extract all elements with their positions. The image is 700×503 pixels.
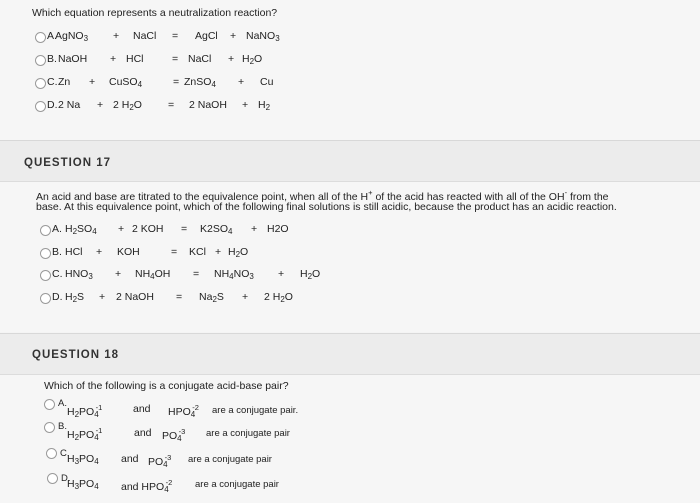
q18-radio-c[interactable] <box>46 448 57 459</box>
q16-radio-b[interactable] <box>35 55 46 66</box>
q17-option-b[interactable]: B. HCl + KOH = KCl + $H_2O$ <box>52 246 249 259</box>
q16-prompt: Which equation represents a neutralization reaction? <box>32 7 278 19</box>
q17-radio-b[interactable] <box>40 248 51 259</box>
q17-option-d[interactable]: D. $H_2S$ + 2 NaOH = $Na_2S$ + 2 $H_2O$ <box>52 291 293 304</box>
question-18-panel <box>0 375 700 503</box>
q18-prompt: Which of the following is a conjugate acid-base pair? <box>44 380 289 392</box>
q17-radio-c[interactable] <box>40 270 51 281</box>
q16-radio-d[interactable] <box>35 101 46 112</box>
q16-option-d[interactable]: D. 2 Na + 2 $H_2O$ = 2 NaOH + $H_2$ <box>47 99 271 112</box>
q18-header: QUESTION 18 <box>32 349 120 361</box>
q16-option-b[interactable]: B. NaOH + HCl = NaCl + $H_2O$ <box>47 53 263 66</box>
q18-radio-b[interactable] <box>44 422 55 433</box>
q18-option-d[interactable]: D. $H_3PO_4$ and $HPO_4^{-2}$ are a conjugate pair <box>61 473 279 494</box>
q18-radio-a[interactable] <box>44 399 55 410</box>
q16-option-c[interactable]: C. Zn + CuSO$_4$ = ZnSO$_4$ + Cu <box>47 76 274 89</box>
q17-option-a[interactable]: A. $H_2SO_4$ + 2 KOH = $K2SO_4$ + H2O <box>52 223 289 236</box>
q18-option-c[interactable]: C. $H_3PO_4$ and $PO_4^{-3}$ are a conjugate pair <box>60 448 272 469</box>
q18-option-a[interactable]: A. $H_2PO_4^{-1}$ and $HPO_4^{-2}$ are a conjugate pair. <box>58 398 299 419</box>
q18-option-b[interactable]: B. $H_2PO_4^{-1}$ and $PO_4^{-3}$ are a conjugate pair <box>58 421 290 443</box>
q17-option-c[interactable]: C. $HNO_3$ + $NH_4OH$ = $NH_4NO_3$ + $H_2O$ <box>52 268 321 281</box>
question-16-panel <box>0 0 700 140</box>
q17-header: QUESTION 17 <box>24 157 112 169</box>
q17-prompt-line2: base. At this equivalence point, which of the following final solutions is still acidic, because the product has an acidic reaction. <box>36 201 617 213</box>
q16-option-a[interactable]: A. AgNO$_3$ + NaCl = AgCl + NaNO$_3$ <box>47 30 280 43</box>
q17-radio-d[interactable] <box>40 293 51 304</box>
q16-radio-a[interactable] <box>35 32 46 43</box>
q17-prompt-line1: An acid and base are titrated to the equivalence point, when all of the H+ of the acid has reacted with all of the OH- from the <box>36 188 609 203</box>
q17-radio-a[interactable] <box>40 225 51 236</box>
q18-radio-d[interactable] <box>47 473 58 484</box>
q16-radio-c[interactable] <box>35 78 46 89</box>
